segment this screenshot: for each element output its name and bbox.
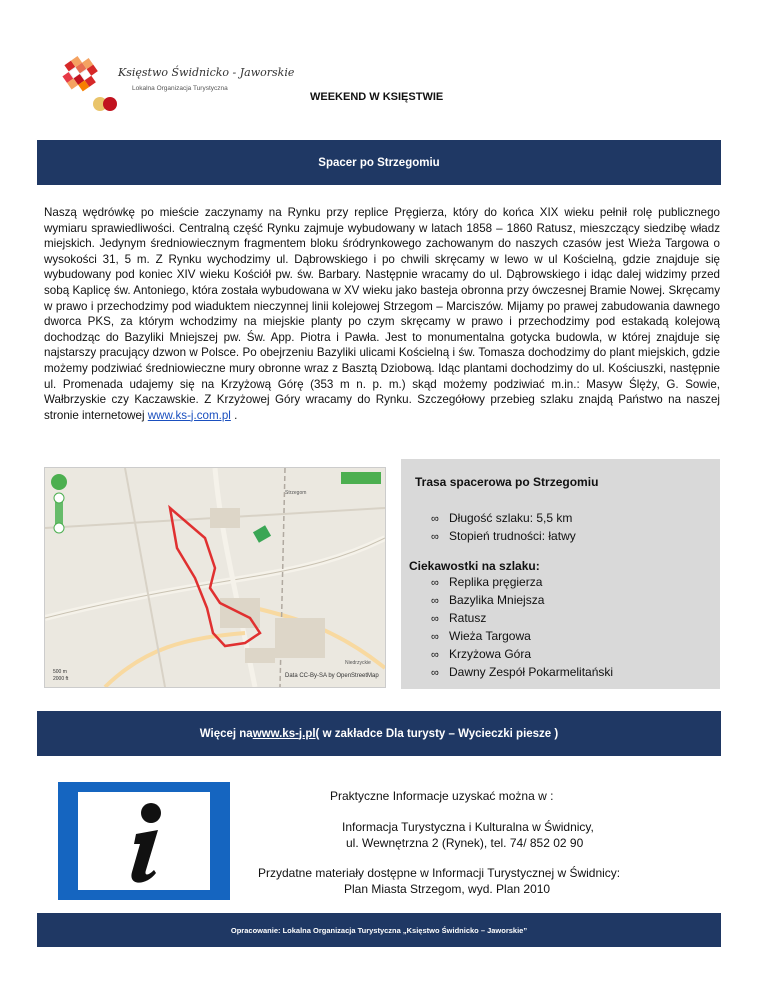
practical-line-4: Przydatne materiały dostępne w Informacji Turystycznej w Świdnicy: <box>258 866 621 880</box>
logo-checkerboard-icon <box>58 48 118 118</box>
map-credit: Data CC-By-SA by OpenStreetMap <box>285 673 379 679</box>
more-prefix: Więcej na <box>199 727 253 740</box>
list-item: ∞ Bazylika Mniejsza <box>431 591 613 609</box>
infinity-bullet-icon: ∞ <box>431 613 439 625</box>
infobox-title: Trasa spacerowa po Strzegomiu <box>415 475 599 489</box>
map-scale-m: 500 m <box>53 669 67 675</box>
section-title-bar <box>37 140 721 185</box>
map-label-south: Niedrzyckie <box>345 660 371 666</box>
infinity-bullet-icon: ∞ <box>431 513 439 525</box>
practical-line-5: Plan Miasta Strzegom, wyd. Plan 2010 <box>344 882 551 896</box>
footer-text: Opracowanie: Lokalna Organizacja Turystyczna „Księstwo Świdnicko – Jaworskie” <box>230 925 528 935</box>
footer-bar <box>37 913 721 947</box>
practical-line-1: Praktyczne Informacje uzyskać można w : <box>330 789 554 803</box>
logo-brand-text: Księstwo Świdnicko - Jaworskie <box>118 66 295 79</box>
list-item: ∞ Krzyżowa Góra <box>431 645 613 663</box>
list-item: ∞ Ratusz <box>431 609 613 627</box>
practical-line-3: ul. Wewnętrzna 2 (Rynek), tel. 74/ 852 02 90 <box>346 836 584 850</box>
logo <box>58 48 295 118</box>
page-title: WEEKEND W KSIĘSTWIE <box>310 91 444 103</box>
list-item: ∞ Wieża Targowa <box>431 627 613 645</box>
route-info-box <box>401 459 720 689</box>
list-item: ∞ Długość szlaku: 5,5 km <box>431 509 576 527</box>
infinity-bullet-icon: ∞ <box>431 667 439 679</box>
map-label-north: Strzegom <box>285 490 307 496</box>
infinity-bullet-icon: ∞ <box>431 531 439 543</box>
intro-website-link[interactable]: www.ks-j.com.pl <box>147 408 231 422</box>
route-facts-list <box>431 509 576 545</box>
section-title: Spacer po Strzegomiu <box>318 156 440 169</box>
intro-end: . <box>230 408 238 422</box>
route-map[interactable] <box>44 467 386 688</box>
intro-text: Naszą wędrówkę po mieście zaczynamy na Rynku przy replice Pręgierza, który do końca XIX wieku pełnił rolę publicznego wymiaru sprawiedliwości. Centralną część Rynku zajmuje wybudowany w latach 1858 – 1860 Ratusz, mieszczący siedzibę władz miejskich. Jedynym średniowiecznym fragmentem bloku śródrynkowego zachowanym do naszych czasów jest Wieża Targowa o wysokości 31, 5 m. Z Rynku wychodzimy ul. Dąbrowskiego i po chwili skręcamy w lewo w ul Kościelną, gdzie znajduje się wybudowany pod koniec XIV wieku Kościół pw. św. Barbary. Następnie wracamy do ul. Dąbrowskiego i idąc dalej widzimy przed sobą Kaplicę św. Antoniego, która została wybudowana w XV wieku jako basteja obronna przy ówczesnej Bramie Nowej. Skręcamy w prawo i przechodzimy pod wiaduktem nieczynnej linii kolejowej Strzegom – Marciszów. Mijamy po prawej zabudowania dawnego dworca PKS, za którym wchodzimy na miejskie planty po czym skręcamy w prawo i przechodzimy pod estakadą kolejową dochodząc do Bazyliki Mniejszej pw. Św. App. Piotra i Pawła. Jest to monumentalna gotycka budowla, w której znajduje się najstarszy pracujący dzwon w Polsce. Po obejrzeniu Bazyliki ulicami Kościelną i św. Tomasza dochodzimy do plant miejskich, gdzie możemy podziwiać średniowieczne mury obronne wraz z Basztą Dziobową. Idąc plantami dochodzimy do ul. Kościuszki, następnie ul. Promenada udajemy się na Krzyżową Górę (353 m n. p. m.) skąd możemy podziwiać m.in.: Masyw Ślęży, G. Sowie, Wałbrzyskie czy Kaczawskie. Z Krzyżowej Góry wracamy do Rynku. Szczegółowy przebieg szlaku znajdą Państwo na naszej stronie internetowej <box>44 206 720 422</box>
highlights-list <box>431 573 613 681</box>
list-item: ∞ Dawny Zespół Pokarmelitański <box>431 663 613 681</box>
list-item: ∞ Replika pręgierza <box>431 573 613 591</box>
infinity-bullet-icon: ∞ <box>431 649 439 661</box>
infobox-subtitle: Ciekawostki na szlaku: <box>409 559 540 573</box>
logo-subtitle: Lokalna Organizacja Turystyczna <box>132 85 228 92</box>
intro-paragraph <box>44 205 720 423</box>
infinity-bullet-icon: ∞ <box>431 577 439 589</box>
practical-line-2: Informacja Turystyczna i Kulturalna w Świdnicy, <box>342 820 594 834</box>
infinity-bullet-icon: ∞ <box>431 595 439 607</box>
list-item: ∞ Stopień trudności: łatwy <box>431 527 576 545</box>
tourist-info-icon <box>58 782 230 900</box>
more-info-bar <box>37 711 721 756</box>
map-toolbar[interactable] <box>341 472 381 484</box>
map-scale-ft: 2000 ft <box>53 676 69 682</box>
more-website-link[interactable]: www.ks-j.pl <box>252 727 316 740</box>
more-suffix: ( w zakładce Dla turysty – Wycieczki piesze ) <box>315 727 559 740</box>
map-canvas <box>45 468 385 687</box>
infinity-bullet-icon: ∞ <box>431 631 439 643</box>
